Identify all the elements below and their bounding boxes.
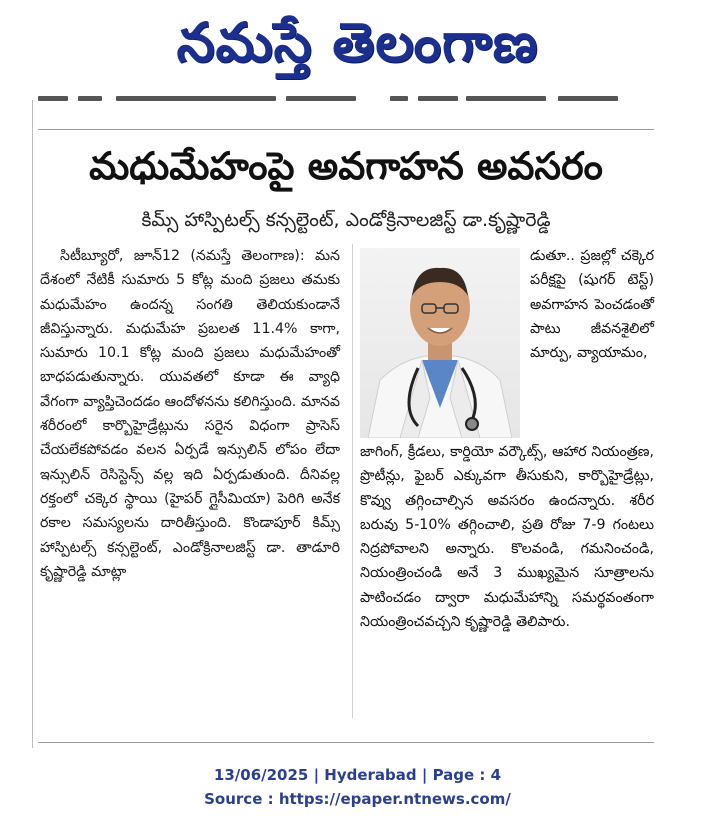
article-headline: మధుమేహంపై అవగాహన అవసరం: [89, 144, 603, 188]
footer-meta: 13/06/2025 | Hyderabad | Page : 4: [213, 766, 502, 784]
article-body-left-column: [40, 244, 340, 584]
top-divider: [38, 129, 654, 130]
column-divider: [352, 244, 353, 718]
newspaper-logo: నమస్తే తెలంగాణ: [176, 11, 539, 74]
article-body-right-column-top: [530, 244, 654, 365]
bottom-divider: [38, 742, 654, 743]
article-subheadline: కిమ్స్ హాస్పిటల్స్ కన్సల్టెంట్, ఎండోక్రినాలజిస్ట్ డా.కృష్ణారెడ్డి: [141, 209, 551, 231]
article-body-right-column-bottom: [360, 440, 654, 634]
article-body-right-top-text: డుతూ.. ప్రజల్లో చక్కెర పరీక్షపై (షుగర్ టెస్ట్) అవగాహన పెంచడంతో పాటు జీవనశైలిలో మార్పు, వ్యాయామం,: [530, 248, 654, 362]
left-margin-rule: [32, 100, 33, 748]
article-body-left-text: సిటీబ్యూరో, జూన్12 (నమస్తే తెలంగాణ): మన దేశంలో నేటికీ సుమారు 5 కోట్ల మంది ప్రజలు తమకు మధుమేహం ఉందన్న సంగతి తెలియకుండానే జీవిస్తున్నారు. మధుమేహ ప్రబలత 11.4% కాగా, సుమారు 10.1 కోట్ల మంది ప్రజలు మధుమేహంతో బాధపడుతున్నారు. యువతలో కూడా ఈ వ్యాధి వేగంగా వ్యాప్తిచెందడం ఆందోళనను కలిగిస్తుంది. మానవ శరీరంలో కార్బొహైడ్రేట్లును సరైన విధంగా ప్రాసెస్ చేయలేకపోవడం వలన ఏర్పడే ఇన్సులిన్ లోపం లేదా ఇన్సులిన్ రెసిస్టెన్స్ వల్ల ఇది ఏర్పడుతుంది. దీనివల్ల రక్తంలో చక్కెర స్థాయి (హైపర్ గ్లైసీమియా) పెరిగి అనేక రకాల సమస్యలను దారితీస్తుంది. కొండాపూర్ కిమ్స్ హాస్పిటల్స్ కన్సల్టెంట్, ఎండోక్రినాలజిస్ట్ డా. తాడూరి కృష్ణారెడ్డి మాట్లా: [40, 248, 340, 580]
clipped-previous-article-line: [38, 94, 628, 102]
footer-source: Source : https://epaper.ntnews.com/: [204, 790, 511, 808]
article-body-right-bottom-text: జాగింగ్, క్రీడలు, కార్డియో వర్కౌట్స్, ఆహార నియంత్రణ, ప్రొటీన్లు, ఫైబర్ ఎక్కువగా తీసుకుని, కార్బొహైడ్రేట్లు, కొవ్వు తగ్గించాల్సిన అవసరం ఉందన్నారు. శరీర బరువు 5-10% తగ్గించాలి, ప్రతి రోజు 7-9 గంటలు నిద్రపోవాలని అన్నారు. కొలవండి, గమనించండి, నియంత్రించండి అనే 3 ముఖ్యమైన సూత్రాలను పాటించడం ద్వారా మధుమేహాన్ని సమర్థవంతంగా నియంత్రించవచ్చని కృష్ణారెడ్డి తెలిపారు.: [360, 444, 654, 631]
masthead: [0, 0, 715, 92]
doctor-portrait-photo: [360, 248, 520, 438]
